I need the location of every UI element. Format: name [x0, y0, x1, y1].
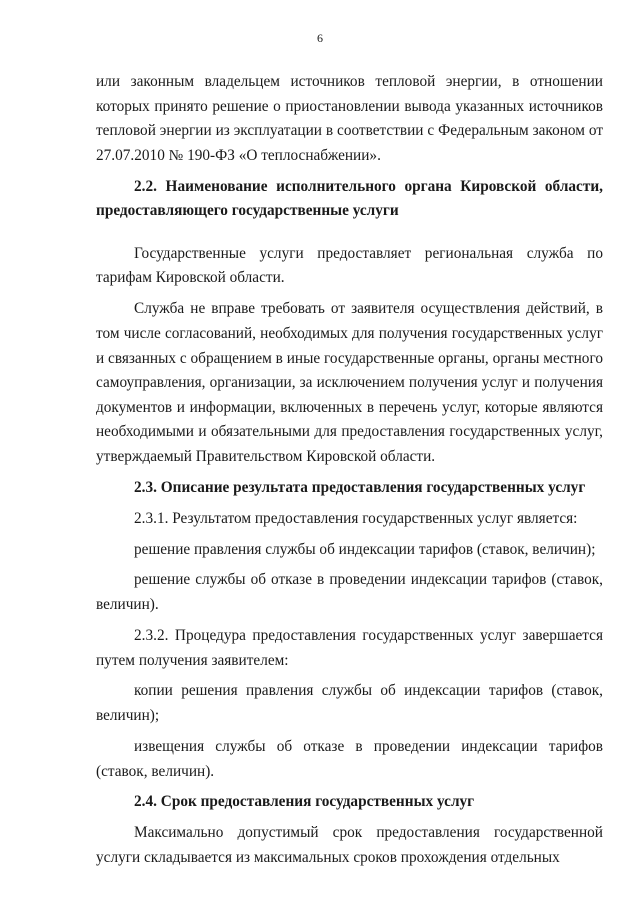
- body-paragraph: Максимально допустимый срок предоставления государственной услуги складывается из максимальных сроков прохождения отдельных: [96, 824, 603, 866]
- body-paragraph: Служба не вправе требовать от заявителя осуществления действий, в том числе согласований, необходимых для получения государственных услуг и связанных с обращением в иные государственные органы, органы местного самоуправления, организации, за исключением получения услуг и получения документов и информации, включенных в перечень услуг, которые являются необходимыми и обязательными для предоставления государственных услуг, утверждаемый Правительством Кировской области.: [96, 300, 603, 465]
- body-paragraph: 2.3.1. Результатом предоставления государственных услуг является:: [134, 509, 578, 527]
- page-number: 6: [317, 31, 323, 45]
- document-body: [96, 70, 603, 877]
- body-paragraph: решение правления службы об индексации тарифов (ставок, величин);: [134, 540, 596, 558]
- section-heading: 2.2. Наименование исполнительного органа Кировской области, предоставляющего государственные услуги: [96, 177, 603, 220]
- body-paragraph: решение службы об отказе в проведении индексации тарифов (ставок, величин).: [96, 571, 603, 614]
- body-paragraph: Государственные услуги предоставляет региональная служба по тарифам Кировской области.: [96, 244, 603, 287]
- body-paragraph: копии решения правления службы об индексации тарифов (ставок, величин);: [96, 682, 603, 725]
- section-heading: 2.3. Описание результата предоставления государственных услуг: [134, 478, 586, 496]
- body-paragraph: 2.3.2. Процедура предоставления государственных услуг завершается путем получения заявителем:: [96, 626, 603, 669]
- body-paragraph: извещения службы об отказе в проведении индексации тарифов (ставок, величин).: [96, 737, 603, 780]
- section-heading: 2.4. Срок предоставления государственных услуг: [134, 793, 475, 811]
- body-paragraph: или законным владельцем источников тепловой энергии, в отношении которых принято решение о приостановлении вывода указанных источников тепловой энергии из эксплуатации в соответствии с Федеральным законом от 27.07.2010 № 190-ФЗ «О теплоснабжении».: [96, 73, 603, 164]
